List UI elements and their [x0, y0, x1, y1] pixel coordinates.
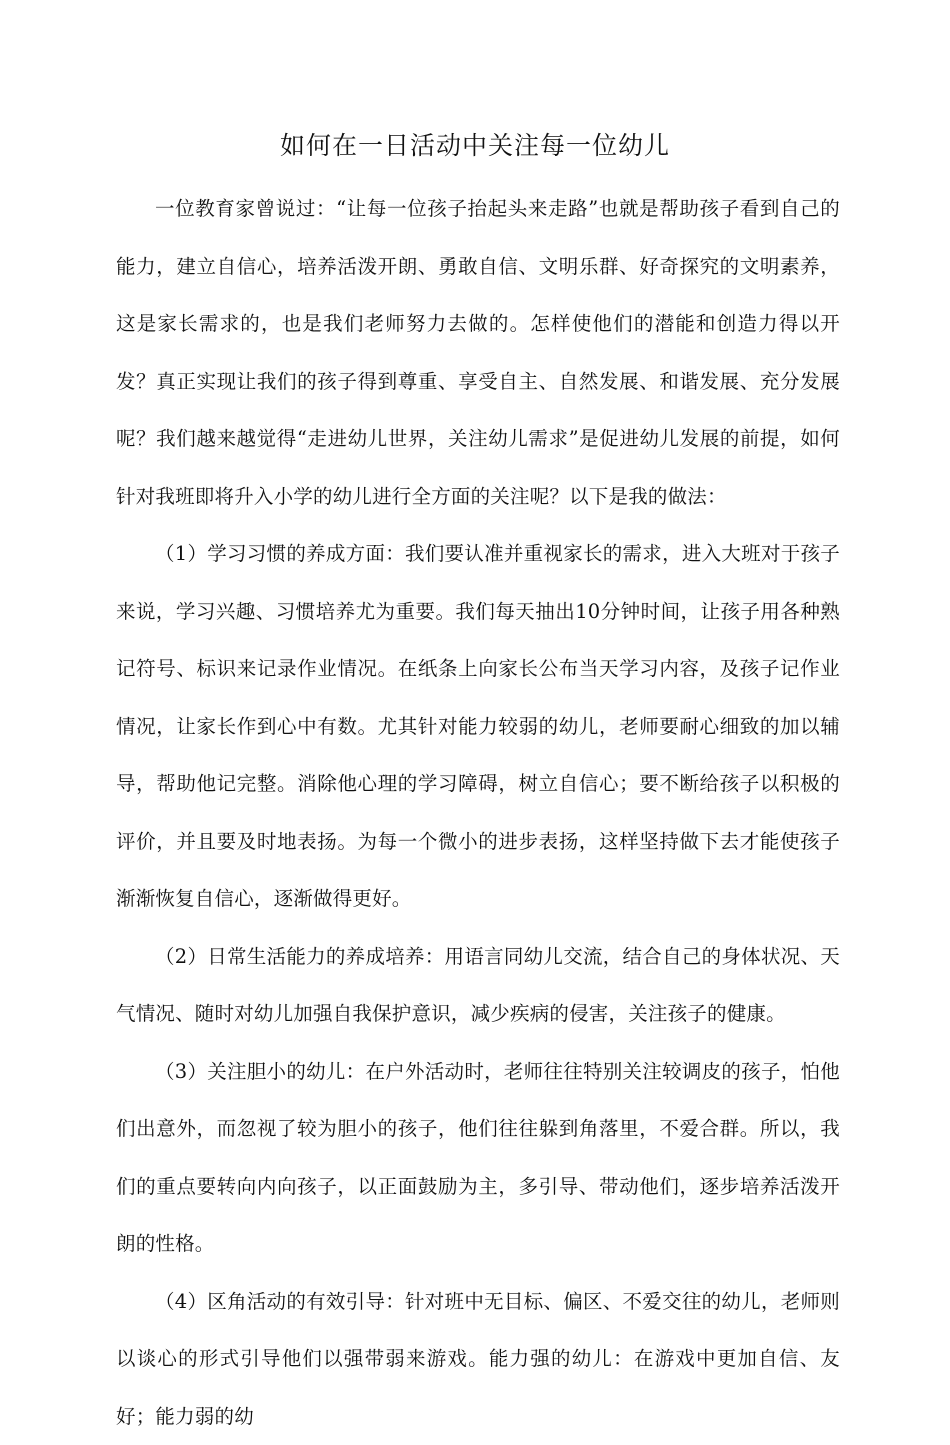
- document-title: 如何在一日活动中关注每一位幼儿: [0, 128, 950, 164]
- paragraph-corner-activities: （4）区角活动的有效引导：针对班中无目标、偏区、不爱交往的幼儿，老师则以谈心的形式引导他们以强带弱来游戏。能力强的幼儿：在游戏中更加自信、友好；能力弱的幼: [116, 1273, 840, 1445]
- paragraph-shy-children: （3）关注胆小的幼儿：在户外活动时，老师往往特别关注较调皮的孩子，怕他们出意外，而忽视了较为胆小的孩子，他们往往躲到角落里，不爱合群。所以，我们的重点要转向内向孩子，以正面鼓励为主，多引导、带动他们，逐步培养活泼开朗的性格。: [116, 1043, 840, 1273]
- paragraph-intro: 一位教育家曾说过：“让每一位孩子抬起头来走路”也就是帮助孩子看到自己的能力，建立自信心，培养活泼开朗、勇敢自信、文明乐群、好奇探究的文明素养，这是家长需求的，也是我们老师努力去做的。怎样使他们的潜能和创造力得以开发？真正实现让我们的孩子得到尊重、享受自主、自然发展、和谐发展、充分发展呢？我们越来越觉得“走进幼儿世界，关注幼儿需求”是促进幼儿发展的前提，如何针对我班即将升入小学的幼儿进行全方面的关注呢？以下是我的做法：: [116, 180, 840, 525]
- paragraph-study-habits: （1）学习习惯的养成方面：我们要认准并重视家长的需求，进入大班对于孩子来说，学习兴趣、习惯培养尤为重要。我们每天抽出10分钟时间，让孩子用各种熟记符号、标识来记录作业情况。在纸条上向家长公布当天学习内容，及孩子记作业情况，让家长作到心中有数。尤其针对能力较弱的幼儿，老师要耐心细致的加以辅导，帮助他记完整。消除他心理的学习障碍，树立自信心；要不断给孩子以积极的评价，并且要及时地表扬。为每一个微小的进步表扬，这样坚持做下去才能使孩子渐渐恢复自信心，逐渐做得更好。: [116, 525, 840, 928]
- paragraph-daily-life: （2）日常生活能力的养成培养：用语言同幼儿交流，结合自己的身体状况、天气情况、随时对幼儿加强自我保护意识，减少疾病的侵害，关注孩子的健康。: [116, 928, 840, 1043]
- document-body: [116, 180, 840, 1445]
